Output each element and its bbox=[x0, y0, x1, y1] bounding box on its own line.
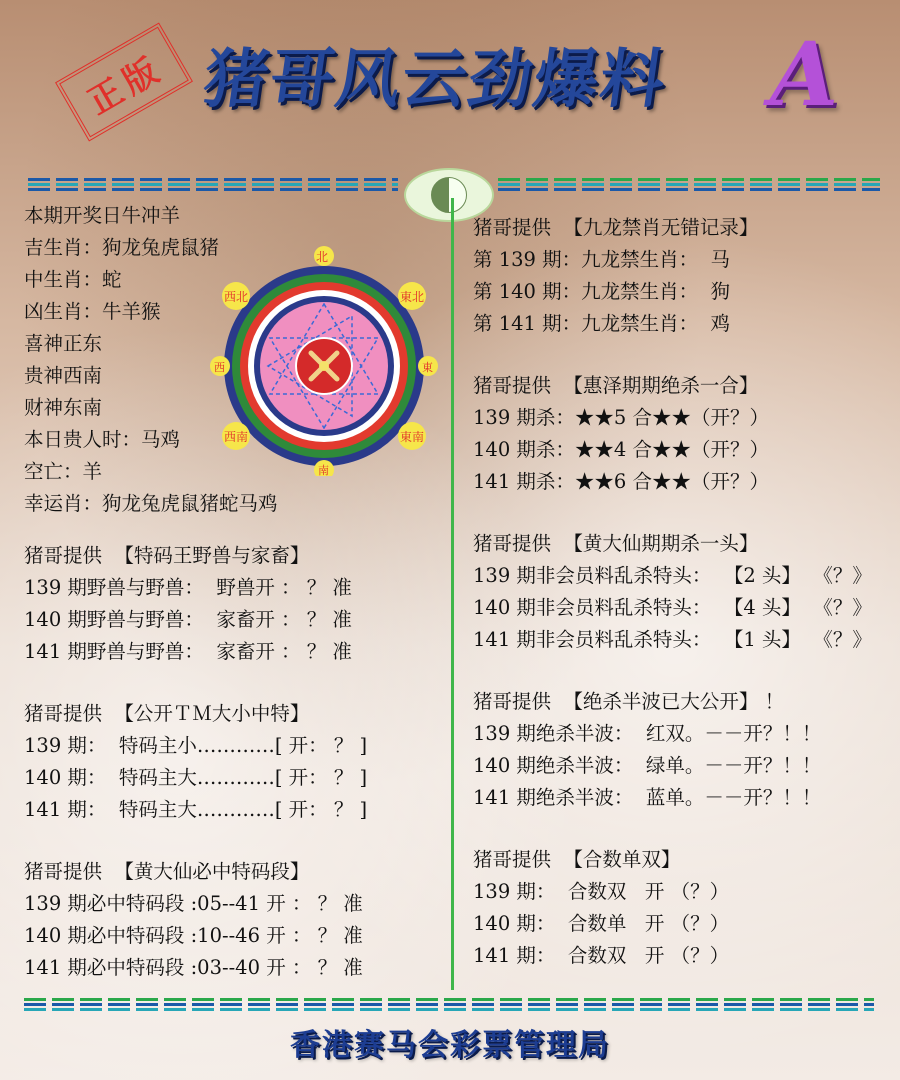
section-row: 141 期杀：★★6 合★★（开？） bbox=[473, 470, 770, 493]
section-row: 140 期必中特码段 :10--46 开 ： ？ 准 bbox=[24, 924, 363, 947]
section-row: 140 期非会员料乱杀特头： 【4 头】 《？》 bbox=[473, 596, 872, 619]
wheel-label-w: 西 bbox=[214, 361, 225, 374]
page-title: 猪哥风云劲爆料 bbox=[198, 42, 672, 117]
section-row: 139 期野兽与野兽： 野兽开 ： ？ 准 bbox=[24, 576, 352, 599]
info-line: 吉生肖：狗龙兔虎鼠猪 bbox=[24, 236, 220, 259]
stamp-text: 正版 bbox=[81, 47, 171, 123]
edition-badge: A bbox=[770, 22, 839, 126]
section-header: 猪哥提供 【九龙禁肖无错记录】 bbox=[473, 216, 759, 239]
info-line: 幸运肖：狗龙兔虎鼠猪蛇马鸡 bbox=[24, 492, 278, 515]
genuine-stamp bbox=[55, 23, 193, 142]
section-row: 140 期绝杀半波： 绿单。－－开？！！ bbox=[473, 754, 822, 777]
section-row: 139 期非会员料乱杀特头： 【2 头】 《？》 bbox=[473, 564, 872, 587]
info-line: 空亡：羊 bbox=[24, 460, 103, 483]
section-row: 141 期必中特码段 :03--40 开 ： ？ 准 bbox=[24, 956, 363, 979]
wheel-label-nw: 西北 bbox=[224, 290, 249, 304]
section-row: 140 期： 特码主大…………[ 开： ？ ] bbox=[24, 766, 368, 789]
section-row: 141 期野兽与野兽： 家畜开 ： ？ 准 bbox=[24, 640, 352, 663]
section-header: 猪哥提供 【黄大仙期期杀一头】 bbox=[473, 532, 759, 555]
footer-organization: 香港赛马会彩票管理局 bbox=[290, 1028, 610, 1063]
wheel-label-n: 北 bbox=[316, 250, 329, 264]
section-header: 猪哥提供 【公开ＴＭ大小中特】 bbox=[24, 702, 310, 725]
section-row: 第 141 期：九龙禁生肖： 鸡 bbox=[473, 312, 731, 335]
section-row: 141 期非会员料乱杀特头： 【1 头】 《？》 bbox=[473, 628, 872, 651]
wheel-label-sw: 西南 bbox=[224, 430, 249, 444]
section-row: 140 期杀：★★4 合★★（开？） bbox=[473, 438, 770, 461]
section-header: 猪哥提供 【特码王野兽与家畜】 bbox=[24, 544, 310, 567]
section-row: 141 期： 特码主大…………[ 开： ？ ] bbox=[24, 798, 368, 821]
info-line: 凶生肖：牛羊猴 bbox=[24, 300, 161, 323]
section-row: 139 期： 特码主小…………[ 开： ？ ] bbox=[24, 734, 368, 757]
section-header: 猪哥提供 【合数单双】 bbox=[473, 848, 681, 871]
section-row: 139 期： 合数双 开 （？） bbox=[473, 880, 730, 903]
section-row: 139 期必中特码段 :05--41 开 ： ？ 准 bbox=[24, 892, 363, 915]
section-row: 141 期绝杀半波： 蓝单。－－开？！！ bbox=[473, 786, 822, 809]
section-row: 139 期绝杀半波： 红双。－－开？！！ bbox=[473, 722, 822, 745]
section-row: 141 期： 合数双 开 （？） bbox=[473, 944, 730, 967]
section-header: 猪哥提供 【惠泽期期绝杀一合】 bbox=[473, 374, 759, 397]
section-header: 猪哥提供 【黄大仙必中特码段】 bbox=[24, 860, 310, 883]
info-line: 中生肖：蛇 bbox=[24, 268, 122, 291]
info-line: 财神东南 bbox=[24, 396, 103, 419]
section-row: 140 期： 合数单 开 （？） bbox=[473, 912, 730, 935]
column-divider bbox=[451, 198, 454, 990]
wheel-label-ne: 東北 bbox=[400, 290, 425, 304]
section-row: 第 140 期：九龙禁生肖： 狗 bbox=[473, 280, 731, 303]
section-row: 139 期杀：★★5 合★★（开？） bbox=[473, 406, 770, 429]
section-header: 猪哥提供 【绝杀半波已大公开】 ！ bbox=[473, 690, 785, 713]
right-forecast-sections bbox=[473, 212, 872, 972]
info-line: 本日贵人时：马鸡 bbox=[24, 428, 181, 451]
section-row: 140 期野兽与野兽： 家畜开 ： ？ 准 bbox=[24, 608, 352, 631]
top-left-wave-divider bbox=[28, 176, 398, 192]
top-right-wave-divider bbox=[498, 176, 880, 192]
wheel-label-se: 東南 bbox=[400, 430, 425, 444]
info-line: 喜神正东 bbox=[24, 332, 103, 355]
wheel-label-e: 東 bbox=[422, 361, 433, 374]
left-forecast-sections bbox=[24, 540, 444, 984]
section-row: 第 139 期：九龙禁生肖： 马 bbox=[473, 248, 731, 271]
wheel-label-s: 南 bbox=[318, 464, 329, 477]
info-line: 贵神西南 bbox=[24, 364, 103, 387]
info-line: 本期开奖日牛冲羊 bbox=[24, 204, 181, 227]
bottom-wave-divider bbox=[24, 996, 874, 1020]
